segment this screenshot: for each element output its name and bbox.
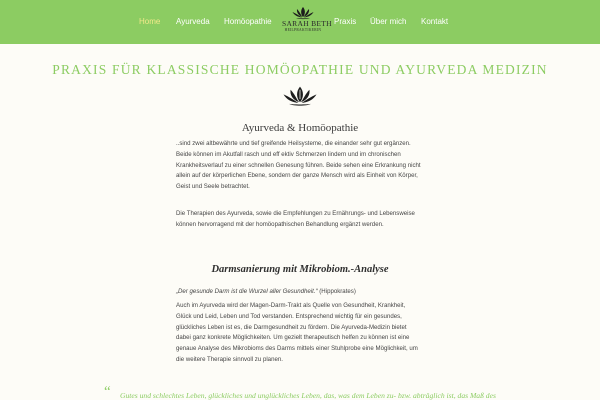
nav-homoeopathie[interactable]: Homöopathie <box>224 17 272 26</box>
logo-subtitle: HEILPRAKTIKERIN <box>284 28 322 32</box>
quote-source: (Hippokrates) <box>319 288 356 295</box>
nav-kontakt[interactable]: Kontakt <box>421 17 449 26</box>
therapy-paragraph: Die Therapien des Ayurveda, sowie die Empfehlungen zu Ernährungs- und Lebensweise können hervorragend mit der homöopathischen Behandlung ergänzt werden. <box>176 210 415 228</box>
nav-ueber-mich[interactable]: Über mich <box>370 17 407 26</box>
lotus-divider <box>278 85 322 112</box>
logo-name: SARAH BETH <box>282 19 332 28</box>
lotus-icon <box>278 85 322 107</box>
top-navigation <box>0 0 600 44</box>
nav-ayurveda[interactable]: Ayurveda <box>176 17 210 26</box>
intro-paragraph: ..sind zwei altbewährte und tief greifende Heilsysteme, die einander sehr gut ergänzen. Beide können im Akutfall rasch und eff ektiv Schmerzen lindern und im chronischen Krankheitsverlauf zu einer schnellen Genesung führen. Beide sehen eine Erkrankung nicht allein auf der körperlichen Ebene, sondern der ganze Mensch wird als Einheit von Körper, Geist und Seele betrachtet. <box>176 140 421 191</box>
section-title-darmsanierung: Darmsanierung mit Mikrobiom.-Analyse <box>211 264 389 275</box>
section-title-ayurveda-homoeopathie: Ayurveda & Homöopathie <box>241 122 359 134</box>
bottom-quote: Gutes und schlechtes Leben, glückliches und unglückliches Leben, das, was dem Leben zu- bzw. abträglich ist, das Maß des <box>120 391 496 400</box>
nav-home[interactable]: Home <box>139 17 161 26</box>
site-logo[interactable] <box>282 6 332 38</box>
hippokrates-quote <box>176 288 426 295</box>
quote-text: „Der gesunde Darm ist die Wurzel aller Gesundheit.“ <box>176 288 318 295</box>
page-headline: PRAXIS FÜR KLASSISCHE HOMÖOPATHIE UND AYURVEDA MEDIZIN <box>52 62 548 77</box>
nav-praxis[interactable]: Praxis <box>334 17 357 26</box>
quote-mark-icon: “ <box>104 384 111 400</box>
lotus-icon <box>292 6 314 20</box>
darm-paragraph: Auch im Ayurveda wird der Magen-Darm-Trakt als Quelle von Gesundheit, Krankheit, Glück und Leid, Leben und Tod verstanden. Entsprechend wichtig für ein gesundes, glückliches Leben ist es, die Darmgesundheit zu fördern. Die Ayurveda-Medizin bietet dabei ganz konkrete Möglichkeiten. Um gezielt therapeutisch helfen zu können ist eine genaue Analyse des Mikrobioms des Darms mittels einer Stuhlprobe eine Möglichkeit, um die weitere Therapie sinnvoll zu planen. <box>176 302 418 363</box>
